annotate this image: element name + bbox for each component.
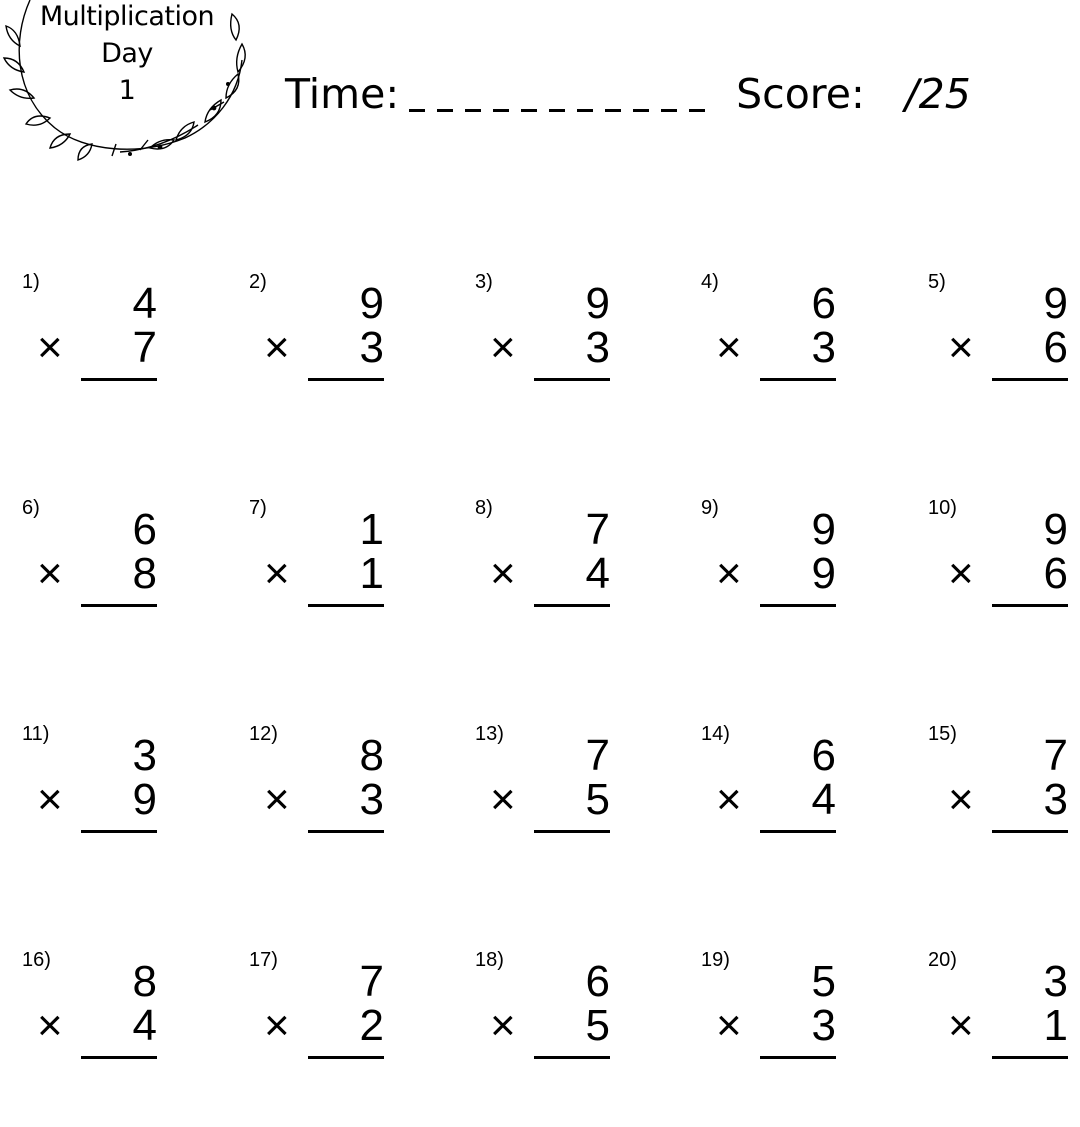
answer-line[interactable] (992, 830, 1068, 833)
times-sign: × (716, 549, 742, 598)
second-factor: 6 (1043, 323, 1068, 372)
second-factor: 4 (811, 775, 836, 824)
problem-number: 11) (22, 723, 50, 745)
second-factor-row (490, 550, 610, 600)
answer-line[interactable] (760, 1056, 836, 1059)
first-factor: 8 (359, 731, 384, 780)
problem-17 (249, 948, 384, 1078)
second-factor-row (948, 776, 1068, 826)
first-factor: 9 (359, 279, 384, 328)
second-factor-row (37, 550, 157, 600)
answer-line[interactable] (308, 604, 384, 607)
first-factor: 9 (1043, 279, 1068, 328)
time-label: Time: (285, 70, 400, 118)
times-sign: × (948, 1001, 974, 1050)
second-factor-row (264, 324, 384, 374)
problem-4 (701, 270, 836, 400)
times-sign: × (37, 323, 63, 372)
times-sign: × (490, 549, 516, 598)
second-factor: 4 (132, 1001, 157, 1050)
second-factor: 1 (1043, 1001, 1068, 1050)
answer-line[interactable] (534, 830, 610, 833)
problem-6 (22, 496, 157, 626)
times-sign: × (490, 775, 516, 824)
second-factor-row (716, 1002, 836, 1052)
first-factor: 6 (132, 505, 157, 554)
first-factor: 6 (811, 731, 836, 780)
times-sign: × (37, 1001, 63, 1050)
times-sign: × (264, 1001, 290, 1050)
second-factor: 4 (585, 549, 610, 598)
second-factor: 9 (132, 775, 157, 824)
first-factor: 9 (1043, 505, 1068, 554)
second-factor-row (264, 1002, 384, 1052)
problem-number: 9) (701, 497, 719, 519)
problem-14 (701, 722, 836, 852)
first-factor: 1 (359, 505, 384, 554)
second-factor-row (37, 776, 157, 826)
problem-number: 19) (701, 949, 730, 971)
answer-line[interactable] (760, 604, 836, 607)
answer-line[interactable] (760, 378, 836, 381)
times-sign: × (264, 775, 290, 824)
times-sign: × (37, 549, 63, 598)
problem-9 (701, 496, 836, 626)
title-line-1: Multiplication (39, 1, 215, 32)
answer-line[interactable] (534, 1056, 610, 1059)
second-factor: 3 (1043, 775, 1068, 824)
time-score-header (285, 66, 1075, 126)
answer-line[interactable] (81, 604, 157, 607)
score-total: /25 (904, 70, 971, 118)
answer-line[interactable] (81, 830, 157, 833)
problem-number: 18) (475, 949, 504, 971)
second-factor-row (948, 324, 1068, 374)
second-factor-row (948, 1002, 1068, 1052)
second-factor-row (948, 550, 1068, 600)
first-factor: 7 (1043, 731, 1068, 780)
second-factor-row (716, 550, 836, 600)
problem-18 (475, 948, 610, 1078)
second-factor: 8 (132, 549, 157, 598)
first-factor: 4 (132, 279, 157, 328)
first-factor: 5 (811, 957, 836, 1006)
title-line-2: Day (101, 38, 153, 69)
second-factor: 3 (359, 775, 384, 824)
problem-number: 7) (249, 497, 267, 519)
problem-13 (475, 722, 610, 852)
first-factor: 7 (359, 957, 384, 1006)
problem-5 (928, 270, 1068, 400)
second-factor-row (264, 550, 384, 600)
second-factor-row (37, 324, 157, 374)
problem-7 (249, 496, 384, 626)
first-factor: 3 (132, 731, 157, 780)
score-label: Score: (736, 70, 865, 118)
first-factor: 9 (811, 505, 836, 554)
second-factor: 3 (359, 323, 384, 372)
second-factor: 6 (1043, 549, 1068, 598)
first-factor: 3 (1043, 957, 1068, 1006)
times-sign: × (716, 323, 742, 372)
problem-number: 14) (701, 723, 730, 745)
first-factor: 8 (132, 957, 157, 1006)
problem-12 (249, 722, 384, 852)
problem-number: 16) (22, 949, 51, 971)
first-factor: 7 (585, 505, 610, 554)
first-factor: 6 (811, 279, 836, 328)
second-factor: 9 (811, 549, 836, 598)
problem-2 (249, 270, 384, 400)
problem-8 (475, 496, 610, 626)
second-factor-row (490, 776, 610, 826)
answer-line[interactable] (308, 1056, 384, 1059)
problem-15 (928, 722, 1068, 852)
answer-line[interactable] (760, 830, 836, 833)
answer-line[interactable] (308, 378, 384, 381)
problem-number: 8) (475, 497, 493, 519)
problem-20 (928, 948, 1068, 1078)
times-sign: × (948, 549, 974, 598)
answer-line[interactable] (992, 378, 1068, 381)
second-factor: 3 (811, 323, 836, 372)
problem-16 (22, 948, 157, 1078)
answer-line[interactable] (534, 378, 610, 381)
second-factor-row (264, 776, 384, 826)
problem-number: 13) (475, 723, 504, 745)
second-factor: 3 (811, 1001, 836, 1050)
answer-line[interactable] (81, 1056, 157, 1059)
times-sign: × (264, 323, 290, 372)
problem-19 (701, 948, 836, 1078)
second-factor-row (490, 1002, 610, 1052)
problem-number: 1) (22, 271, 40, 293)
problem-number: 2) (249, 271, 267, 293)
problem-3 (475, 270, 610, 400)
answer-line[interactable] (534, 604, 610, 607)
first-factor: 6 (585, 957, 610, 1006)
answer-line[interactable] (992, 604, 1068, 607)
first-factor: 7 (585, 731, 610, 780)
times-sign: × (948, 323, 974, 372)
problem-10 (928, 496, 1068, 626)
answer-line[interactable] (81, 378, 157, 381)
first-factor: 9 (585, 279, 610, 328)
second-factor: 1 (359, 549, 384, 598)
problem-number: 5) (928, 271, 946, 293)
problem-number: 6) (22, 497, 40, 519)
second-factor-row (716, 776, 836, 826)
problem-number: 4) (701, 271, 719, 293)
second-factor: 3 (585, 323, 610, 372)
problem-1 (22, 270, 157, 400)
answer-line[interactable] (308, 830, 384, 833)
second-factor: 5 (585, 1001, 610, 1050)
problem-number: 12) (249, 723, 278, 745)
second-factor-row (37, 1002, 157, 1052)
times-sign: × (948, 775, 974, 824)
times-sign: × (490, 323, 516, 372)
second-factor: 2 (359, 1001, 384, 1050)
times-sign: × (37, 775, 63, 824)
time-blank-line[interactable] (409, 72, 714, 112)
times-sign: × (716, 1001, 742, 1050)
problem-number: 10) (928, 497, 957, 519)
second-factor: 5 (585, 775, 610, 824)
times-sign: × (716, 775, 742, 824)
worksheet-title (22, 0, 232, 109)
second-factor: 7 (132, 323, 157, 372)
problem-number: 3) (475, 271, 493, 293)
title-line-3: 1 (118, 75, 136, 106)
answer-line[interactable] (992, 1056, 1068, 1059)
times-sign: × (264, 549, 290, 598)
times-sign: × (490, 1001, 516, 1050)
second-factor-row (490, 324, 610, 374)
problem-11 (22, 722, 157, 852)
second-factor-row (716, 324, 836, 374)
problem-number: 20) (928, 949, 957, 971)
problem-number: 17) (249, 949, 278, 971)
problem-number: 15) (928, 723, 957, 745)
